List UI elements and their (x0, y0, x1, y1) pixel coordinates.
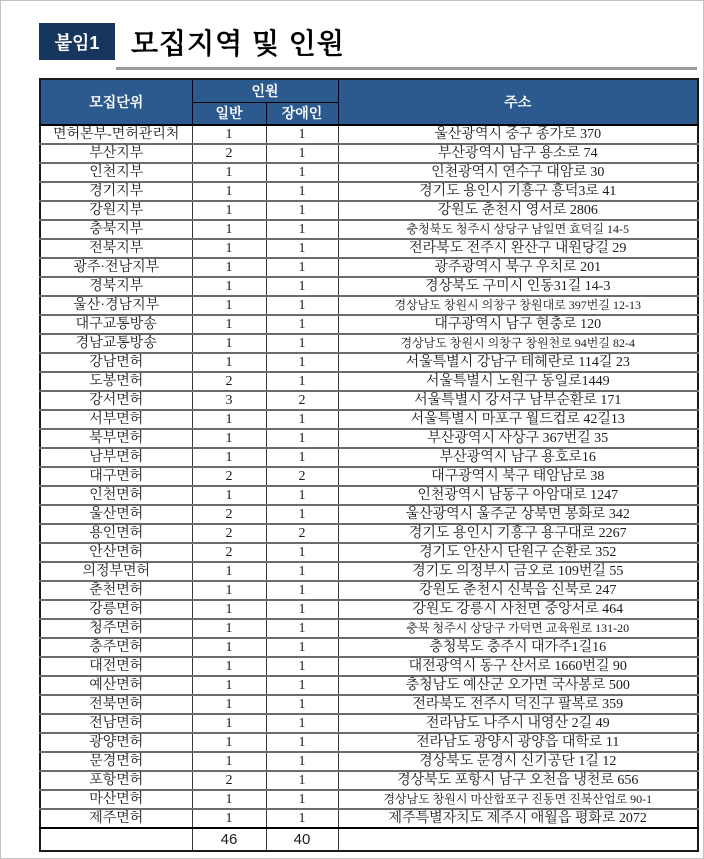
cell-unit: 도봉면허 (40, 372, 192, 391)
cell-general: 1 (192, 448, 266, 467)
cell-unit: 문경면허 (40, 752, 192, 771)
cell-unit: 경남교통방송 (40, 334, 192, 353)
table-row (40, 638, 698, 657)
cell-general: 1 (192, 562, 266, 581)
cell-general: 2 (192, 372, 266, 391)
cell-general: 1 (192, 220, 266, 239)
table-row (40, 163, 698, 182)
cell-unit: 강릉면허 (40, 600, 192, 619)
cell-unit: 대구면허 (40, 467, 192, 486)
table-row (40, 315, 698, 334)
cell-general: 1 (192, 296, 266, 315)
col-header-personnel: 인원 (192, 79, 338, 102)
cell-unit: 춘천면허 (40, 581, 192, 600)
cell-general: 2 (192, 505, 266, 524)
cell-unit: 용인면허 (40, 524, 192, 543)
cell-address: 경상북도 포항시 남구 오천읍 냉천로 656 (338, 771, 698, 790)
cell-address: 경상북도 문경시 신기공단 1길 12 (338, 752, 698, 771)
cell-unit: 청주면허 (40, 619, 192, 638)
cell-general: 2 (192, 144, 266, 163)
cell-general: 1 (192, 581, 266, 600)
table-row (40, 144, 698, 163)
table-row (40, 372, 698, 391)
cell-unit: 서부면허 (40, 410, 192, 429)
cell-address: 대구광역시 북구 태암남로 38 (338, 467, 698, 486)
cell-address: 경상남도 창원시 마산합포구 진동면 진북산업로 90-1 (338, 790, 698, 809)
cell-disabled: 1 (266, 676, 338, 695)
cell-general: 2 (192, 467, 266, 486)
cell-address: 경기도 용인시 기흥구 용구대로 2267 (338, 524, 698, 543)
cell-general: 1 (192, 239, 266, 258)
cell-disabled: 1 (266, 353, 338, 372)
cell-address: 울산광역시 울주군 상북면 봉화로 342 (338, 505, 698, 524)
title-underline (116, 67, 697, 70)
cell-unit: 전북지부 (40, 239, 192, 258)
cell-address: 서울특별시 마포구 월드컵로 42길13 (338, 410, 698, 429)
cell-disabled: 1 (266, 600, 338, 619)
table-row (40, 125, 698, 144)
table-row (40, 220, 698, 239)
cell-general: 2 (192, 524, 266, 543)
cell-general: 1 (192, 600, 266, 619)
cell-address: 충청남도 예산군 오가면 국사봉로 500 (338, 676, 698, 695)
cell-address: 인천광역시 남동구 아암대로 1247 (338, 486, 698, 505)
cell-general: 2 (192, 543, 266, 562)
cell-general: 3 (192, 391, 266, 410)
attachment-badge: 붙임1 (39, 23, 115, 60)
cell-address: 서울특별시 강서구 남부순환로 171 (338, 391, 698, 410)
table-row (40, 467, 698, 486)
cell-unit: 포항면허 (40, 771, 192, 790)
cell-disabled: 1 (266, 429, 338, 448)
cell-general: 1 (192, 695, 266, 714)
cell-disabled: 1 (266, 125, 338, 144)
cell-disabled: 2 (266, 524, 338, 543)
table-row (40, 562, 698, 581)
cell-unit: 부산지부 (40, 144, 192, 163)
table-row (40, 410, 698, 429)
table-row (40, 296, 698, 315)
cell-disabled: 1 (266, 277, 338, 296)
cell-disabled: 1 (266, 771, 338, 790)
cell-unit: 마산면허 (40, 790, 192, 809)
table-row (40, 524, 698, 543)
document-page (1, 1, 703, 852)
cell-disabled: 1 (266, 486, 338, 505)
cell-address: 전라북도 전주시 덕진구 팔복로 359 (338, 695, 698, 714)
table-row (40, 429, 698, 448)
cell-general: 1 (192, 752, 266, 771)
table-row (40, 334, 698, 353)
cell-address: 대전광역시 동구 산서로 1660번길 90 (338, 657, 698, 676)
cell-general: 1 (192, 334, 266, 353)
cell-disabled: 1 (266, 239, 338, 258)
cell-unit: 안산면허 (40, 543, 192, 562)
table-row (40, 448, 698, 467)
cell-unit: 울산면허 (40, 505, 192, 524)
cell-disabled: 1 (266, 182, 338, 201)
table-row (40, 486, 698, 505)
cell-general: 1 (192, 619, 266, 638)
cell-unit: 북부면허 (40, 429, 192, 448)
table-row (40, 581, 698, 600)
table-row (40, 277, 698, 296)
cell-address: 충청북도 청주시 상당구 남일면 효덕길 14-5 (338, 220, 698, 239)
cell-address: 경상남도 창원시 의창구 창원대로 397번길 12-13 (338, 296, 698, 315)
cell-general: 1 (192, 657, 266, 676)
cell-unit: 제주면허 (40, 809, 192, 828)
table-row (40, 391, 698, 410)
cell-unit: 의정부면허 (40, 562, 192, 581)
cell-general: 1 (192, 429, 266, 448)
cell-unit (40, 828, 192, 851)
recruitment-table (39, 78, 699, 852)
cell-address: 경기도 의정부시 금오로 109번길 55 (338, 562, 698, 581)
table-row (40, 258, 698, 277)
table-row (40, 733, 698, 752)
cell-disabled: 1 (266, 258, 338, 277)
cell-unit: 전남면허 (40, 714, 192, 733)
cell-general: 1 (192, 638, 266, 657)
cell-address: 울산광역시 중구 종가로 370 (338, 125, 698, 144)
table-row (40, 771, 698, 790)
cell-address: 광주광역시 북구 우치로 201 (338, 258, 698, 277)
col-header-address: 주소 (338, 79, 698, 125)
cell-address: 제주특별자치도 제주시 애월읍 평화로 2072 (338, 809, 698, 828)
col-header-disabled: 장애인 (266, 102, 338, 125)
table-body (40, 125, 698, 851)
cell-general: 2 (192, 771, 266, 790)
cell-unit: 울산·경남지부 (40, 296, 192, 315)
cell-disabled: 1 (266, 201, 338, 220)
table-row (40, 353, 698, 372)
cell-disabled: 1 (266, 733, 338, 752)
cell-address: 서울특별시 강남구 테헤란로 114길 23 (338, 353, 698, 372)
cell-disabled: 1 (266, 790, 338, 809)
cell-address: 충북 청주시 상당구 가덕면 교육원로 131-20 (338, 619, 698, 638)
cell-unit: 충주면허 (40, 638, 192, 657)
cell-general: 1 (192, 315, 266, 334)
cell-unit: 남부면허 (40, 448, 192, 467)
table-row (40, 752, 698, 771)
cell-disabled: 2 (266, 467, 338, 486)
cell-address: 경상남도 창원시 의창구 창원천로 94번길 82-4 (338, 334, 698, 353)
cell-address: 전라남도 광양시 광양읍 대학로 11 (338, 733, 698, 752)
cell-address: 충청북도 충주시 대가주1길16 (338, 638, 698, 657)
page-title: 모집지역 및 인원 (131, 27, 345, 59)
cell-address: 경상북도 구미시 인동31길 14-3 (338, 277, 698, 296)
cell-unit: 인천면허 (40, 486, 192, 505)
cell-address: 인천광역시 연수구 대암로 30 (338, 163, 698, 182)
cell-unit: 전북면허 (40, 695, 192, 714)
cell-disabled: 1 (266, 809, 338, 828)
cell-disabled: 1 (266, 695, 338, 714)
cell-unit: 강원지부 (40, 201, 192, 220)
cell-general: 1 (192, 353, 266, 372)
cell-address: 대구광역시 남구 현충로 120 (338, 315, 698, 334)
cell-disabled: 1 (266, 448, 338, 467)
cell-general: 1 (192, 258, 266, 277)
cell-unit: 경북지부 (40, 277, 192, 296)
cell-disabled: 1 (266, 410, 338, 429)
cell-disabled: 1 (266, 543, 338, 562)
cell-address: 경기도 안산시 단원구 순환로 352 (338, 543, 698, 562)
cell-disabled: 1 (266, 144, 338, 163)
cell-address: 부산광역시 남구 용소로 74 (338, 144, 698, 163)
cell-disabled: 1 (266, 296, 338, 315)
cell-unit: 강서면허 (40, 391, 192, 410)
table-row (40, 600, 698, 619)
cell-disabled: 1 (266, 752, 338, 771)
cell-unit: 경기지부 (40, 182, 192, 201)
table-row (40, 790, 698, 809)
cell-unit: 예산면허 (40, 676, 192, 695)
cell-general: 1 (192, 277, 266, 296)
cell-address: 전라북도 전주시 완산구 내원당길 29 (338, 239, 698, 258)
cell-unit: 충북지부 (40, 220, 192, 239)
cell-address: 부산광역시 남구 용호로16 (338, 448, 698, 467)
cell-address (338, 828, 698, 851)
table-row (40, 676, 698, 695)
cell-address: 강원도 강릉시 사천면 중앙서로 464 (338, 600, 698, 619)
table-row (40, 695, 698, 714)
col-header-general: 일반 (192, 102, 266, 125)
cell-disabled: 1 (266, 315, 338, 334)
cell-general: 1 (192, 163, 266, 182)
total-row (40, 828, 698, 851)
table-row (40, 543, 698, 562)
table-row (40, 657, 698, 676)
table-row (40, 182, 698, 201)
cell-disabled: 1 (266, 220, 338, 239)
cell-general: 46 (192, 828, 266, 851)
title-row (39, 23, 695, 60)
table-row (40, 809, 698, 828)
table-row (40, 714, 698, 733)
cell-address: 경기도 용인시 기흥구 흥덕3로 41 (338, 182, 698, 201)
cell-general: 1 (192, 486, 266, 505)
cell-general: 1 (192, 676, 266, 695)
cell-disabled: 1 (266, 638, 338, 657)
cell-disabled: 1 (266, 714, 338, 733)
cell-unit: 광양면허 (40, 733, 192, 752)
cell-general: 1 (192, 790, 266, 809)
cell-disabled: 1 (266, 581, 338, 600)
table-row (40, 619, 698, 638)
table-header (40, 79, 698, 125)
cell-disabled: 1 (266, 372, 338, 391)
col-header-unit: 모집단위 (40, 79, 192, 125)
cell-disabled: 1 (266, 657, 338, 676)
cell-disabled: 1 (266, 562, 338, 581)
cell-address: 부산광역시 사상구 367번길 35 (338, 429, 698, 448)
cell-unit: 대전면허 (40, 657, 192, 676)
cell-general: 1 (192, 182, 266, 201)
cell-disabled: 2 (266, 391, 338, 410)
cell-general: 1 (192, 410, 266, 429)
cell-address: 서울특별시 노원구 동일로1449 (338, 372, 698, 391)
cell-disabled: 1 (266, 163, 338, 182)
cell-unit: 인천지부 (40, 163, 192, 182)
table-row (40, 505, 698, 524)
cell-general: 1 (192, 809, 266, 828)
cell-general: 1 (192, 733, 266, 752)
table-row (40, 201, 698, 220)
cell-address: 강원도 춘천시 신북읍 신북로 247 (338, 581, 698, 600)
cell-general: 1 (192, 714, 266, 733)
cell-disabled: 40 (266, 828, 338, 851)
table-row (40, 239, 698, 258)
cell-unit: 대구교통방송 (40, 315, 192, 334)
cell-general: 1 (192, 201, 266, 220)
cell-address: 강원도 춘천시 영서로 2806 (338, 201, 698, 220)
cell-unit: 면허본부-면허관리처 (40, 125, 192, 144)
cell-general: 1 (192, 125, 266, 144)
cell-unit: 광주·전남지부 (40, 258, 192, 277)
cell-disabled: 1 (266, 505, 338, 524)
cell-disabled: 1 (266, 619, 338, 638)
cell-address: 전라남도 나주시 내영산 2길 49 (338, 714, 698, 733)
cell-unit: 강남면허 (40, 353, 192, 372)
cell-disabled: 1 (266, 334, 338, 353)
